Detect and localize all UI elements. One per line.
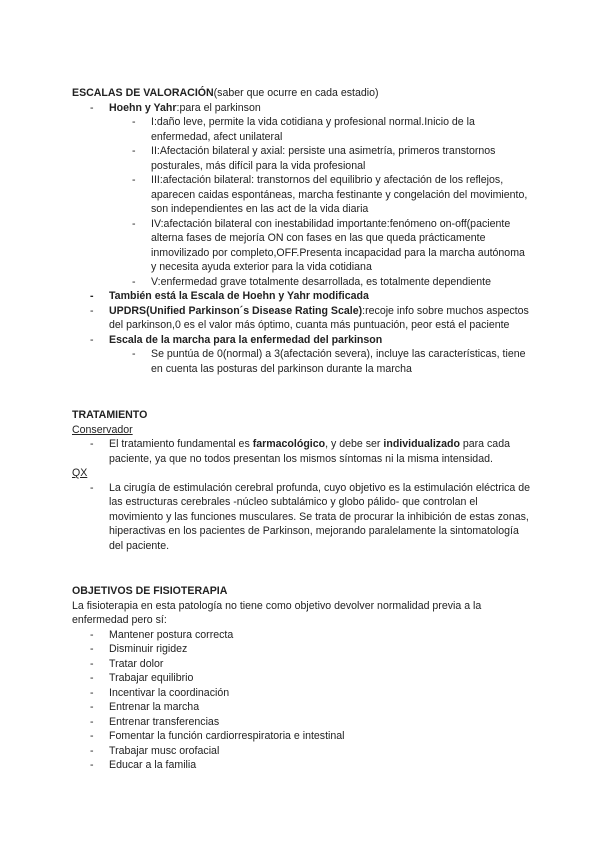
tratamiento-title: TRATAMIENTO — [72, 409, 148, 421]
objetivo-item: - Mantener postura correcta — [72, 628, 532, 643]
qx-heading: QX — [72, 467, 88, 479]
conservador-list — [72, 437, 532, 466]
hoehn-stage-4: - IV:afectación bilateral con inestabilidad importante:fenómeno on-off(paciente alterna fases de mejoría ON con fases en las que queda prácticamente inmovilizado por completo,OFF.Presenta incapacidad para la marcha autónoma y necesita ayuda exterior para la vida cotidiana — [109, 217, 532, 275]
escalas-list — [72, 101, 532, 377]
escalas-title: ESCALAS DE VALORACIÓN — [72, 87, 214, 99]
conservador-bold-individualizado: individualizado — [383, 438, 460, 450]
objetivos-title: OBJETIVOS DE FISIOTERAPIA — [72, 585, 228, 597]
escalas-heading — [72, 86, 532, 101]
objetivo-item: - Tratar dolor — [72, 657, 532, 672]
hoehn-item — [72, 101, 532, 290]
hoehn-stage-1: - I:daño leve, permite la vida cotidiana y profesional normal.Inicio de la enfermedad, afect unilateral — [109, 115, 532, 144]
objetivos-intro: La fisioterapia en esta patología no tiene como objetivo devolver normalidad previa a la enfermedad pero sí: — [72, 599, 482, 626]
objetivo-item: - Incentivar la coordinación — [72, 686, 532, 701]
objetivo-item: - Fomentar la función cardiorrespiratoria e intestinal — [72, 729, 532, 744]
hoehn-label: Hoehn y Yahr — [109, 101, 177, 114]
updrs-desc: :recoje info sobre muchos aspectos del parkinson,0 es el valor más óptimo, cuanta más puntuación, peor está el paciente — [109, 304, 529, 331]
conservador-heading: Conservador — [72, 423, 133, 436]
marcha-item — [72, 333, 532, 377]
hoehn-desc: :para el parkinson — [176, 101, 261, 114]
escalas-subtitle: (saber que ocurre en cada estadio) — [213, 87, 379, 99]
objetivo-item: - Trabajar equilibrio — [72, 671, 532, 686]
conservador-item — [72, 437, 532, 466]
marcha-sublist — [72, 347, 532, 376]
objetivo-item: - Disminuir rigidez — [72, 642, 532, 657]
hoehn-stage-3: - III:afectación bilateral: transtornos del equilibrio y afectación de los reflejos, aparecen caidas espontáneas, marcha festinante y congelación del movimiento, son independientes en las act de la vida diaria — [109, 173, 532, 217]
section-tratamiento — [72, 408, 532, 553]
conservador-text-2: , y debe ser — [325, 438, 384, 450]
section-objetivos — [72, 584, 532, 773]
objetivo-item: - Trabajar musc orofacial — [72, 744, 532, 759]
qx-list — [72, 481, 532, 554]
objetivo-item: - Entrenar la marcha — [72, 700, 532, 715]
updrs-label: UPDRS(Unified Parkinson´s Disease Rating Scale) — [109, 304, 363, 317]
updrs-item — [72, 304, 532, 333]
hoehn-stage-5: - V:enfermedad grave totalmente desarrollada, es totalmente dependiente — [109, 275, 532, 290]
objetivo-item: - Educar a la familia — [72, 758, 532, 773]
qx-item: - La cirugía de estimulación cerebral profunda, cuyo objetivo es la estimulación eléctrica de las estructuras cerebrales -núcleo subtalámico y globo pálido- que controlan el movimiento y las funciones musculares. Se trata de procurar la inhibición de estas zonas, hiperactivas en los pacientes de Parkinson, mejorando paralelamente la sintomatología del paciente. — [72, 481, 532, 554]
conservador-bold-farmacologico: farmacológico — [252, 438, 326, 450]
section-escalas — [72, 86, 532, 376]
objetivo-item: - Entrenar transferencias — [72, 715, 532, 730]
hoehn-modified-item: - También está la Escala de Hoehn y Yahr modificada — [72, 289, 532, 304]
conservador-text-3: para cada paciente, ya que no todos presentan los mismos síntomas ni la misma intensidad. — [109, 438, 510, 465]
hoehn-stage-2: - II:Afectación bilateral y axial: persiste una asimetría, primeros transtornos posturales, más difícil para la vida profesional — [109, 144, 532, 173]
marcha-desc: - Se puntúa de 0(normal) a 3(afectación severa), incluye las características, tiene en cuenta las posturas del parkinson durante la marcha — [109, 347, 532, 376]
marcha-label: Escala de la marcha para la enfermedad del parkinson — [109, 333, 383, 346]
conservador-text-1: El tratamiento fundamental es — [109, 438, 253, 450]
objetivos-list — [72, 628, 532, 773]
hoehn-stages — [72, 115, 532, 289]
